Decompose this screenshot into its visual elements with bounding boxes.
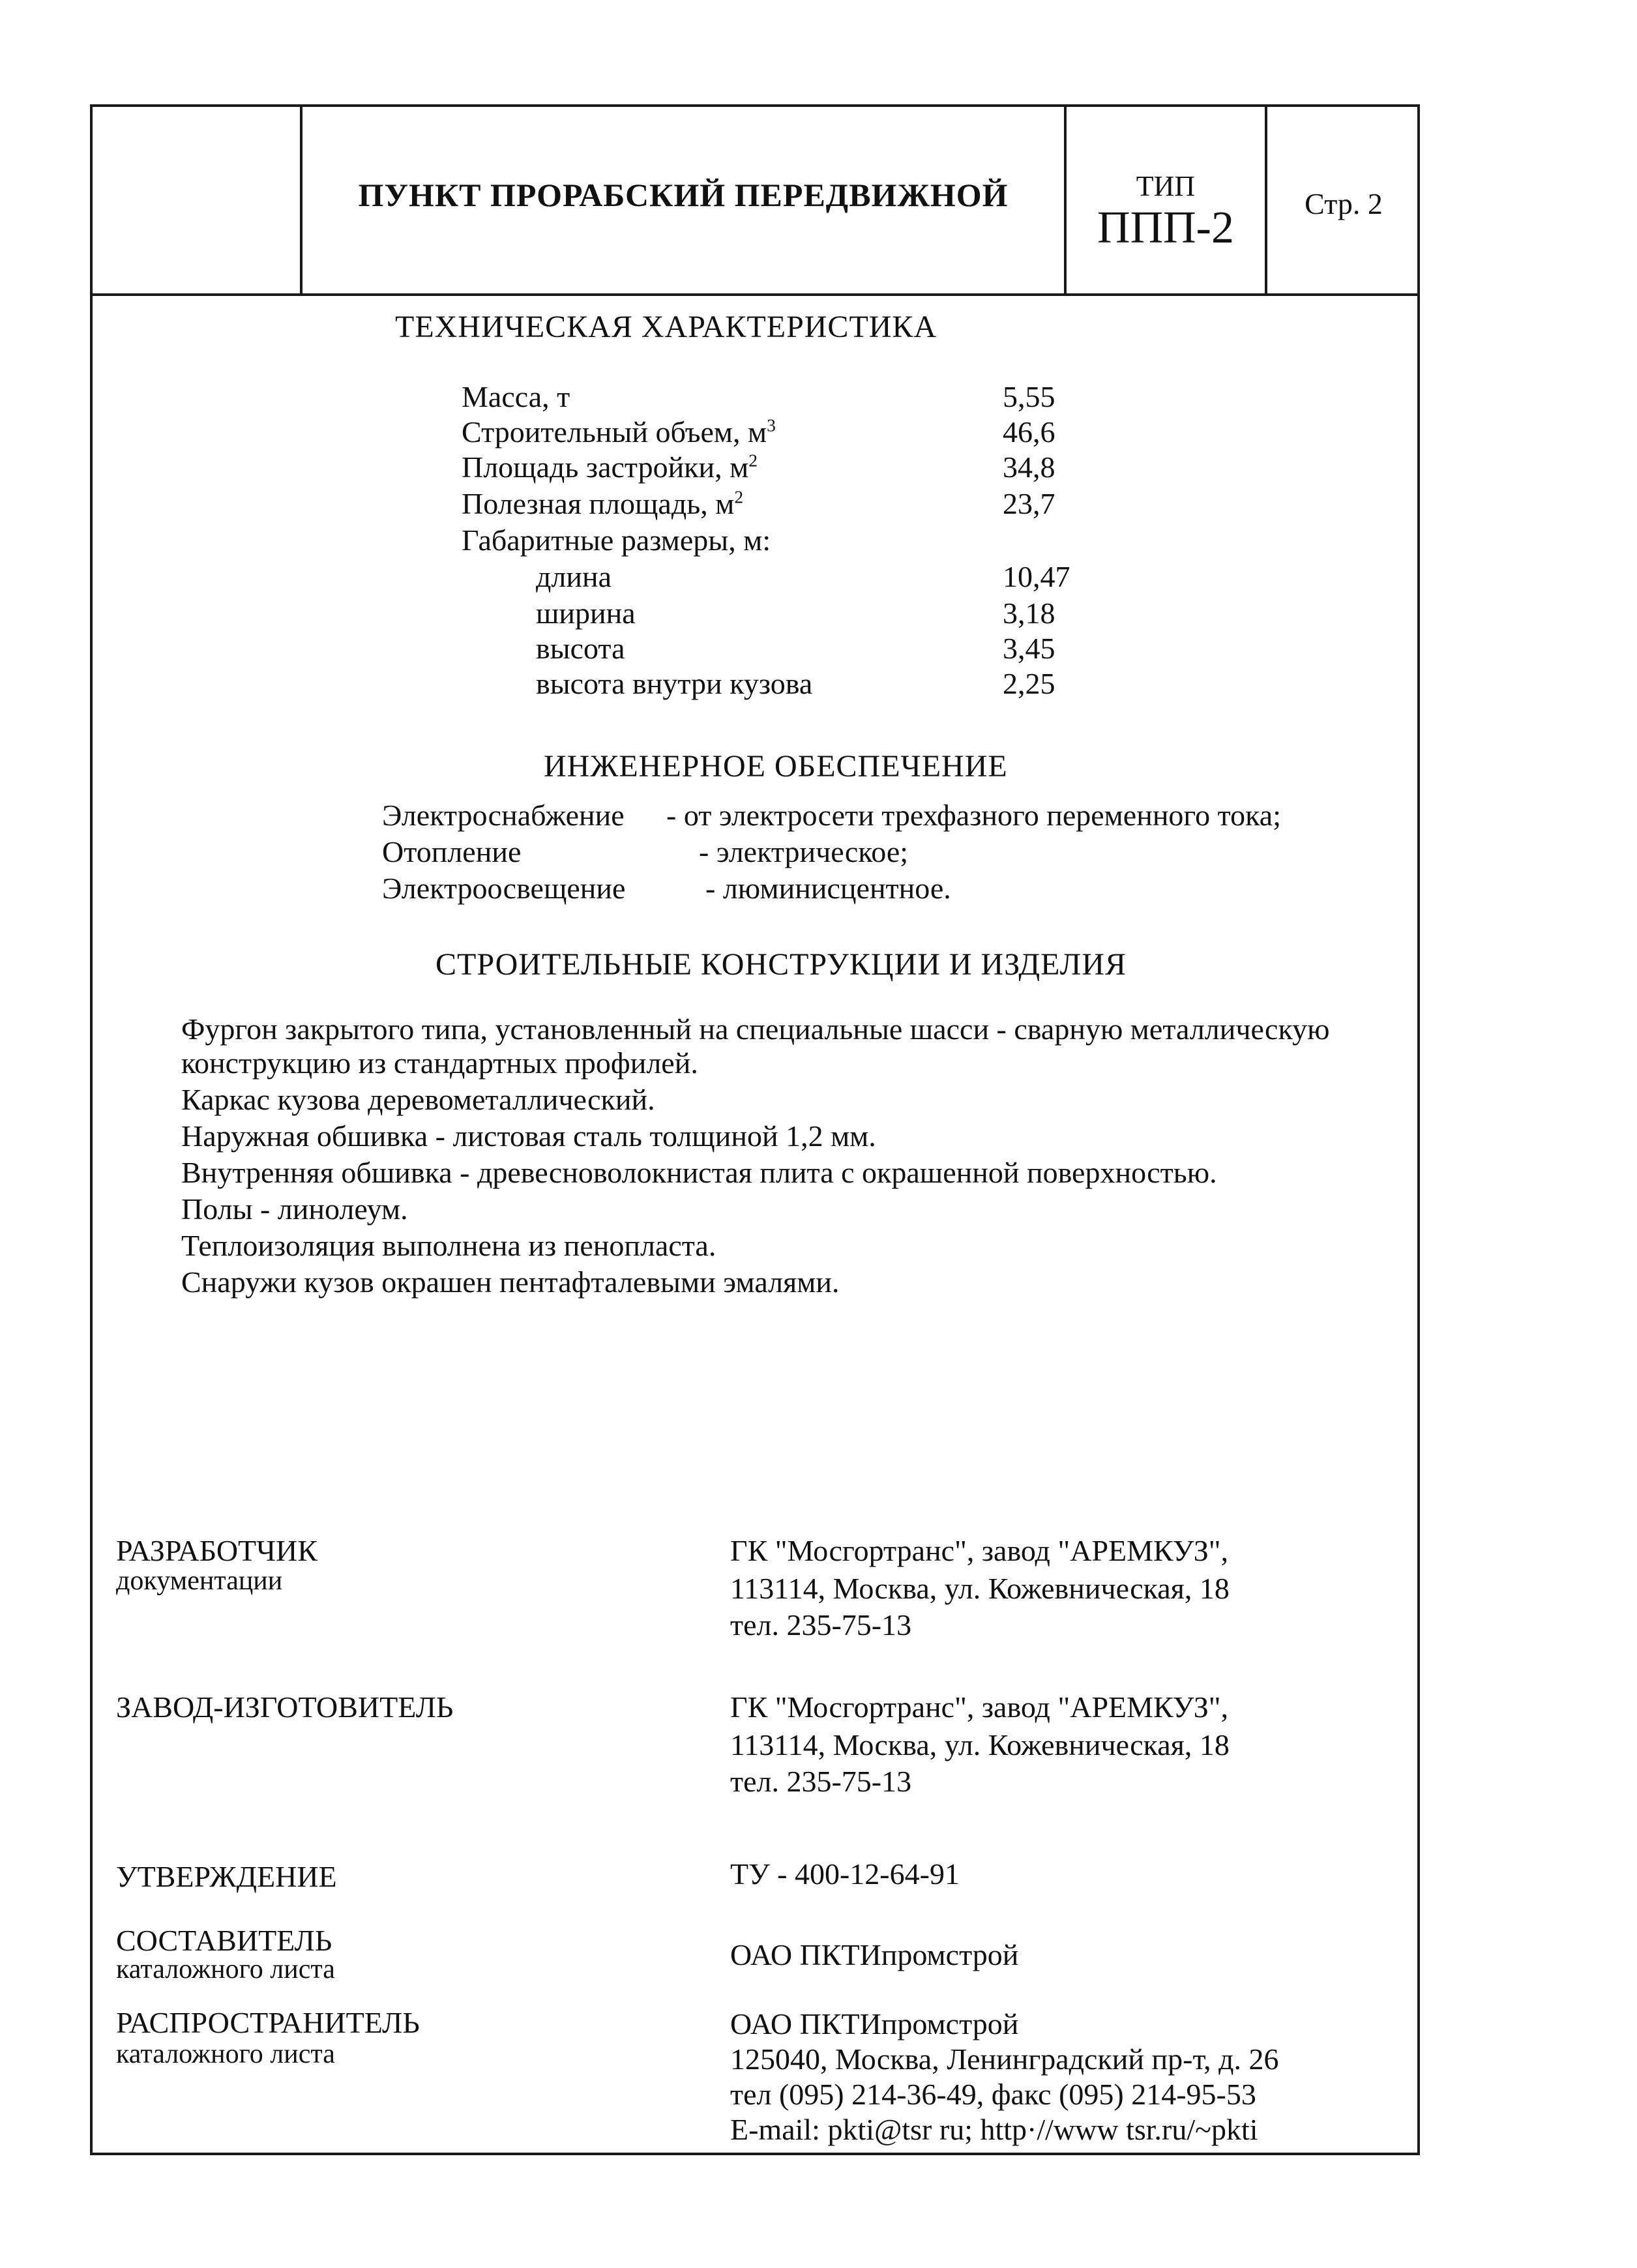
built-area-unit-exponent: 2: [748, 450, 758, 471]
tech-heading: ТЕХНИЧЕСКАЯ ХАРАКТЕРИСТИКА: [395, 310, 937, 344]
construction-line-5: Внутренняя обшивка - древесноволокнистая плита с окрашенной поверхностью.: [181, 1156, 1217, 1189]
useful-area-value: 23,7: [1003, 487, 1055, 520]
construction-line-6: Полы - линолеум.: [181, 1192, 408, 1226]
construction-line-7: Теплоизоляция выполнена из пенопласта.: [181, 1229, 716, 1262]
developer-sublabel: документации: [116, 1566, 283, 1596]
mass-value: 5,55: [1003, 380, 1055, 413]
height-value: 3,45: [1003, 632, 1055, 665]
developer-line-2: 113114, Москва, ул. Кожевническая, 18: [730, 1572, 1230, 1605]
page-number: Стр. 2: [1305, 187, 1383, 220]
developer-line-3: тел. 235-75-13: [730, 1608, 912, 1642]
volume-unit-exponent: 3: [767, 415, 776, 435]
useful-area-label: Полезная площадь, $м^2$: [462, 486, 744, 520]
length-label: длина: [536, 560, 612, 593]
maker-line-3: тел. 235-75-13: [730, 1765, 912, 1798]
construction-line-3: Каркас кузова деревометаллический.: [181, 1083, 655, 1116]
construction-line-4: Наружная обшивка - листовая сталь толщиной 1,2 мм.: [181, 1119, 876, 1153]
construction-line-8: Снаружи кузов окрашен пентафталевыми эмалями.: [181, 1265, 840, 1299]
engineering-heading: ИНЖЕНЕРНОЕ ОБЕСПЕЧЕНИЕ: [544, 749, 1008, 784]
page-cell: [1267, 107, 1420, 293]
construction-line-2: конструкцию из стандартных профилей.: [181, 1046, 698, 1080]
built-area-value: 34,8: [1003, 450, 1055, 484]
type-label: ТИП: [1136, 170, 1196, 202]
power-value: - от электросети трехфазного переменного тока;: [666, 799, 1281, 832]
distributor-sublabel: каталожного листа: [116, 2039, 335, 2069]
useful-area-unit-exponent: 2: [734, 486, 744, 507]
distributor-label: РАСПРОСТРАНИТЕЛЬ: [116, 2006, 420, 2039]
approval-value: ТУ - 400-12-64-91: [730, 1857, 960, 1891]
volume-label: Строительный объем, $м^3$: [462, 415, 776, 449]
lighting-label: Электроосвещение: [382, 872, 626, 905]
height-label: высота: [536, 632, 625, 665]
width-value: 3,18: [1003, 596, 1055, 630]
heating-value: - электрическое;: [699, 835, 909, 868]
title-block-blank-cell: [93, 107, 302, 293]
inner-height-label: высота внутри кузова: [536, 667, 813, 700]
document-title: ПУНКТ ПРОРАБСКИЙ ПЕРЕДВИЖНОЙ: [358, 177, 1009, 213]
construction-heading: СТРОИТЕЛЬНЫЕ КОНСТРУКЦИИ И ИЗДЕЛИЯ: [435, 947, 1127, 982]
width-label: ширина: [536, 596, 636, 630]
dimensions-label: Габаритные размеры, м:: [462, 523, 771, 557]
compiler-value: ОАО ПКТИпромстрой: [730, 1938, 1019, 1971]
approval-label: УТВЕРЖДЕНИЕ: [116, 1860, 337, 1893]
distributor-line-2: 125040, Москва, Ленинградский пр-т, д. 26: [730, 2042, 1279, 2076]
type-value: ППП-2: [1097, 203, 1234, 253]
type-cell: [1067, 107, 1267, 293]
distributor-line-3: тел (095) 214-36-49, факс (095) 214-95-53: [730, 2078, 1256, 2111]
construction-line-1: Фургон закрытого типа, установленный на специальные шасси - сварную металлическую: [181, 1012, 1330, 1046]
power-label: Электроснабжение: [382, 799, 625, 832]
mass-label: Масса, т: [462, 380, 570, 413]
distributor-line-1: ОАО ПКТИпромстрой: [730, 2007, 1019, 2040]
compiler-label: СОСТАВИТЕЛЬ: [116, 1924, 332, 1957]
maker-line-2: 113114, Москва, ул. Кожевническая, 18: [730, 1728, 1230, 1761]
developer-label: РАЗРАБОТЧИК: [116, 1534, 317, 1567]
inner-height-value: 2,25: [1003, 667, 1055, 700]
built-area-label: Площадь застройки, $м^2$: [462, 450, 758, 484]
heating-label: Отопление: [382, 835, 522, 868]
compiler-sublabel: каталожного листа: [116, 1954, 335, 1984]
maker-label: ЗАВОД-ИЗГОТОВИТЕЛЬ: [116, 1690, 454, 1724]
distributor-line-4: E-mail: pkti@tsr ru; http·//www tsr.ru/~pkti: [730, 2113, 1258, 2146]
title-block: [93, 107, 1417, 296]
title-cell: [302, 107, 1067, 293]
developer-line-1: ГК "Мосгортранс", завод "АРЕМКУЗ",: [730, 1534, 1229, 1567]
lighting-value: - люминисцентное.: [705, 872, 951, 905]
maker-line-1: ГК "Мосгортранс", завод "АРЕМКУЗ",: [730, 1690, 1229, 1724]
length-value: 10,47: [1003, 560, 1070, 593]
volume-value: 46,6: [1003, 415, 1055, 449]
